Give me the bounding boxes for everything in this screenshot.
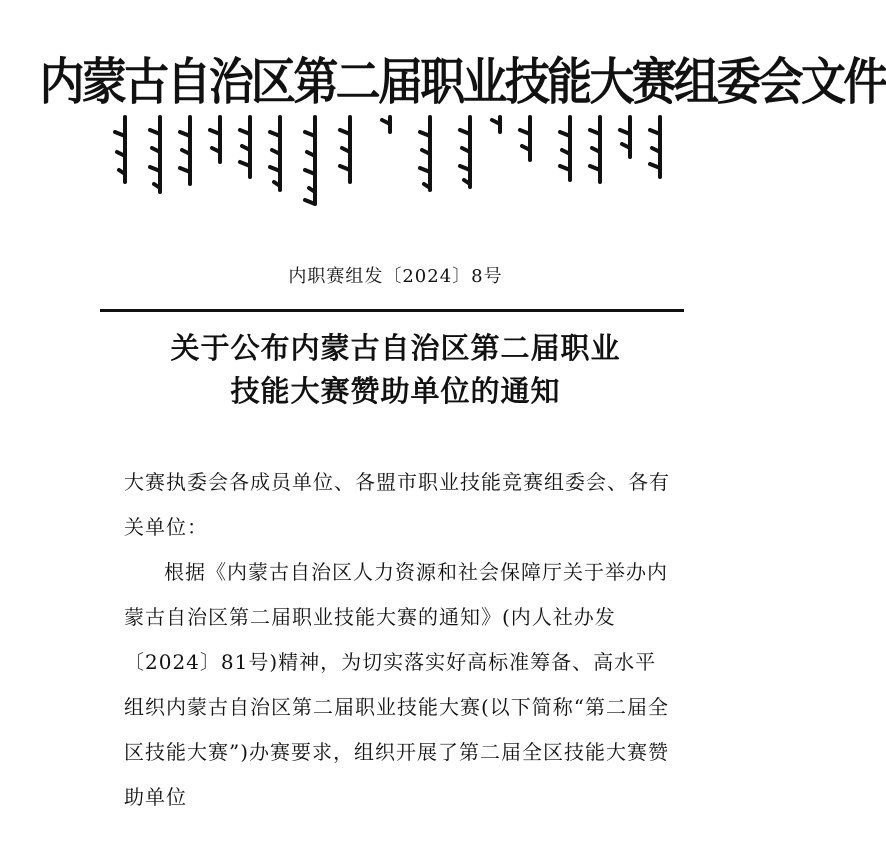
issuer-header: 内蒙古自治区第二届职业技能大赛组委会文件	[39, 52, 886, 111]
document-title-line-1: 关于公布内蒙古自治区第二届职业	[170, 331, 621, 365]
document-number: 内职赛组发〔2024〕8号	[288, 266, 503, 287]
mongolian-script-header	[100, 112, 680, 212]
addressee: 大赛执委会各成员单位、各盟市职业技能竞赛组委会、各有关单位：	[124, 470, 670, 539]
body-paragraph: 根据《内蒙古自治区人力资源和社会保障厅关于举办内蒙古自治区第二届职业技能大赛的通知》(内人社办发〔2024〕81号)精神，为切实落实好高标准筹备、高水平组织内蒙古自治区第二届职业技能大赛(以下简称“第二届全区技能大赛”)办赛要求，组织开展了第二届全区技能大赛赞助单位	[124, 560, 670, 809]
header-divider	[100, 309, 684, 312]
document-body	[124, 460, 672, 820]
document-title-line-2: 技能大赛赞助单位的通知	[230, 374, 561, 408]
